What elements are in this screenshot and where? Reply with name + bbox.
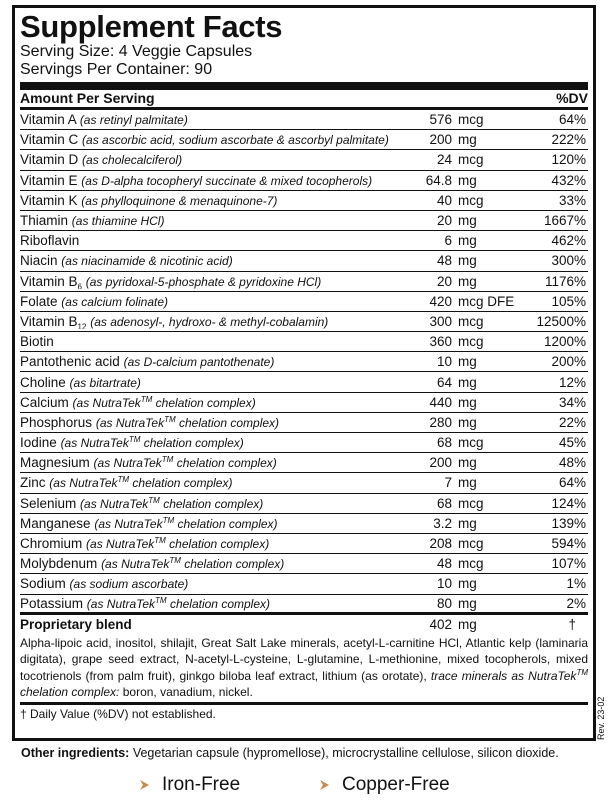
nutrient-dv: 105% xyxy=(551,293,586,309)
nutrient-name: Magnesium (as NutraTek™ chelation complex) xyxy=(20,455,277,471)
footnote: † Daily Value (%DV) not established. xyxy=(20,706,216,721)
nutrient-row xyxy=(20,393,588,413)
nutrient-amount: 440 xyxy=(429,394,452,410)
blend-amount: 402 xyxy=(429,617,452,633)
nutrient-amount: 208 xyxy=(429,536,452,552)
nutrient-amount: 280 xyxy=(429,414,452,430)
nutrient-name: Vitamin $B_{12}$ (as adenosyl-, hydroxo- & methyl-cobalamin) xyxy=(20,313,329,329)
nutrient-dv: 12500% xyxy=(536,313,586,329)
nutrient-amount: 64 xyxy=(436,374,452,390)
nutrient-detail: (as pyridoxal-5-phosphate & pyridoxine HCl) xyxy=(85,274,322,289)
nutrient-row xyxy=(20,231,588,251)
nutrient-row xyxy=(20,332,588,352)
nutrient-detail: (as D-calcium pantothenate) xyxy=(123,355,275,370)
nutrient-row xyxy=(20,272,588,292)
nutrient-amount: 360 xyxy=(429,334,452,350)
nutrient-name: Folate (as calcium folinate) xyxy=(20,293,169,309)
nutrient-unit: mcg xyxy=(458,152,484,168)
nutrient-dv: 200% xyxy=(551,354,586,370)
nutrient-amount: 68 xyxy=(436,495,452,511)
panel-title: Supplement Facts xyxy=(20,9,283,44)
nutrient-row xyxy=(20,191,588,211)
dv-header: %DV xyxy=(556,90,588,106)
nutrient-amount: 20 xyxy=(436,273,452,289)
trace-label: trace minerals as NutraTek xyxy=(430,668,577,683)
nutrient-amount: 7 xyxy=(444,475,452,491)
nutrient-row xyxy=(20,110,588,130)
nutrient-row xyxy=(20,312,588,332)
nutrient-unit: mg xyxy=(458,374,477,390)
nutrient-row xyxy=(20,554,588,574)
nutrient-unit: mcg xyxy=(458,334,484,350)
trace-text: boron, vanadium, nickel. xyxy=(119,685,253,700)
nutrient-dv: 462% xyxy=(551,233,586,249)
nutrient-row xyxy=(20,130,588,150)
nutrient-amount: 48 xyxy=(436,253,452,269)
nutrient-name: Vitamin $B_6$ (as pyridoxal-5-phosphate & pyridoxine HCl) xyxy=(20,273,322,289)
nutrient-row xyxy=(20,372,588,392)
nutrient-amount: 24 xyxy=(436,152,452,168)
nutrient-name: Biotin xyxy=(20,334,54,350)
nutrient-dv: 33% xyxy=(558,192,586,208)
nutrient-dv: 139% xyxy=(551,515,586,531)
nutrient-detail: (as NutraTek™ chelation complex) xyxy=(72,394,256,410)
nutrient-dv: 1200% xyxy=(543,334,586,350)
nutrient-name: Vitamin K (as phylloquinone & menaquinone-7) xyxy=(20,192,278,208)
nutrient-unit: mg xyxy=(458,132,477,148)
nutrient-amount: 200 xyxy=(429,132,452,148)
blend-name: Proprietary blend xyxy=(20,617,132,633)
nutrient-unit: mg xyxy=(458,475,477,491)
nutrient-name: Chromium (as NutraTek™ chelation complex) xyxy=(20,536,270,552)
nutrient-dv: 124% xyxy=(551,495,586,511)
nutrient-row xyxy=(20,352,588,372)
nutrient-dv: 1667% xyxy=(543,213,586,229)
nutrient-amount: 80 xyxy=(436,595,452,611)
blend-ingredients xyxy=(20,635,588,705)
nutrient-name: Zinc (as NutraTek™ chelation complex) xyxy=(20,475,233,491)
nutrient-detail: (as calcium folinate) xyxy=(61,294,169,309)
nutrient-row xyxy=(20,433,588,453)
nutrient-unit: mg xyxy=(458,576,477,592)
nutrient-row xyxy=(20,292,588,312)
other-text: Vegetarian capsule (hypromellose), microcrystalline cellulose, silicon dioxide. xyxy=(129,746,559,760)
blend-text: Alpha-lipoic acid, inositol, shilajit, Great Salt Lake minerals, acetyl-L-carnitine HCl, Atlantic kelp (laminaria digitata), grape seed extract, N-acetyl-L-cysteine, L-glutamine, L-methionine, mixed tocopherols, mixed tocotrienols (from palm fruit), ginkgo biloba leaf extract, lithium (as orotate), xyxy=(20,635,588,683)
nutrient-dv: 594% xyxy=(551,536,586,552)
nutrient-unit: mg xyxy=(458,253,477,269)
nutrient-name: Thiamin (as thiamine HCl) xyxy=(20,213,165,229)
nutrient-amount: 576 xyxy=(429,112,452,128)
nutrient-row xyxy=(20,494,588,514)
nutrient-dv: 45% xyxy=(558,435,586,451)
nutrient-dv: 12% xyxy=(558,374,586,390)
nutrient-row xyxy=(20,595,588,615)
nutrient-unit: mg xyxy=(458,233,477,249)
nutrient-unit: mcg xyxy=(458,495,484,511)
nutrient-name: Phosphorus (as NutraTek™ chelation complex) xyxy=(20,414,280,430)
nutrient-name: Manganese (as NutraTek™ chelation complex) xyxy=(20,515,278,531)
amount-per-serving-header: Amount Per Serving xyxy=(20,90,155,106)
nutrient-amount: 10 xyxy=(436,354,452,370)
nutrient-unit: mcg xyxy=(458,192,484,208)
nutrient-unit: mcg xyxy=(458,556,484,572)
nutrient-unit: mg xyxy=(458,394,477,410)
nutrient-detail: (as NutraTek™ chelation complex) xyxy=(49,475,233,491)
nutrient-name: Potassium (as NutraTek™ chelation complex) xyxy=(20,595,270,611)
nutrient-unit: mcg xyxy=(458,112,484,128)
nutrient-amount: 3.2 xyxy=(433,515,452,531)
nutrient-name: Vitamin A (as retinyl palmitate) xyxy=(20,112,188,128)
nutrient-detail: (as bitartrate) xyxy=(69,375,141,390)
nutrient-unit: mcg xyxy=(458,435,484,451)
nutrient-dv: 120% xyxy=(551,152,586,168)
nutrient-unit: mg xyxy=(458,172,477,188)
nutrient-name: Iodine (as NutraTek™ chelation complex) xyxy=(20,435,244,451)
nutrient-amount: 48 xyxy=(436,556,452,572)
nutrient-amount: 68 xyxy=(436,435,452,451)
nutrient-unit: mcg xyxy=(458,536,484,552)
trace-tm: TM xyxy=(576,667,588,677)
table-header xyxy=(20,90,588,110)
nutrient-amount: 20 xyxy=(436,213,452,229)
nutrient-detail: (as NutraTek™ chelation complex) xyxy=(94,515,278,531)
revision-code: Rev. 23-02 xyxy=(596,696,606,740)
nutrient-dv: 22% xyxy=(558,414,586,430)
nutrient-name: Sodium (as sodium ascorbate) xyxy=(20,576,189,592)
nutrient-name: Calcium (as NutraTek™ chelation complex) xyxy=(20,394,256,410)
iron-free-label: Iron-Free xyxy=(162,774,241,795)
nutrient-dv: 107% xyxy=(551,556,586,572)
nutrient-detail: (as sodium ascorbate) xyxy=(69,577,189,592)
nutrient-unit: mg xyxy=(458,273,477,289)
nutrient-detail: (as phylloquinone & menaquinone-7) xyxy=(81,193,278,208)
nutrient-name: Vitamin C (as ascorbic acid, sodium ascorbate & ascorbyl palmitate) xyxy=(20,132,389,148)
nutrient-amount: 6 xyxy=(444,233,452,249)
nutrient-detail: (as NutraTek™ chelation complex) xyxy=(101,556,285,572)
nutrient-dv: 1176% xyxy=(544,273,586,289)
nutrient-unit: mg xyxy=(458,595,477,611)
other-ingredients xyxy=(21,746,586,760)
nutrient-detail: (as NutraTek™ chelation complex) xyxy=(80,495,264,511)
nutrient-dv: 48% xyxy=(558,455,586,471)
nutrient-detail: (as adenosyl-, hydroxo- & methyl-cobalamin) xyxy=(90,314,329,329)
servings-per-container: Servings Per Container: 90 xyxy=(20,61,213,78)
nutrient-detail: (as NutraTek™ chelation complex) xyxy=(95,414,280,430)
nutrient-amount: 200 xyxy=(429,455,452,471)
nutrient-amount: 300 xyxy=(429,313,452,329)
nutrient-unit: mg xyxy=(458,213,477,229)
nutrient-dv: 34% xyxy=(558,394,586,410)
nutrient-name: Vitamin E (as D-alpha tocopheryl succinate & mixed tocopherols) xyxy=(20,172,373,188)
nutrient-table xyxy=(20,110,588,615)
nutrient-unit: mg xyxy=(458,414,477,430)
iron-free-badge xyxy=(138,774,240,796)
nutrient-dv: 64% xyxy=(558,475,586,491)
nutrient-detail: (as NutraTek™ chelation complex) xyxy=(86,536,270,552)
nutrient-row xyxy=(20,251,588,271)
nutrient-dv: 64% xyxy=(558,112,586,128)
nutrient-unit: mg xyxy=(458,455,477,471)
chevron-right-icon xyxy=(318,779,330,791)
thick-divider xyxy=(20,82,588,90)
nutrient-detail: (as NutraTek™ chelation complex) xyxy=(60,435,244,451)
nutrient-detail: (as NutraTek™ chelation complex) xyxy=(86,595,270,611)
supplement-facts-panel xyxy=(12,5,596,741)
nutrient-row xyxy=(20,514,588,534)
blend-unit: mg xyxy=(458,617,477,633)
nutrient-unit: mcg DFE xyxy=(458,293,515,309)
nutrient-row xyxy=(20,150,588,170)
serving-size: Serving Size: 4 Veggie Capsules xyxy=(20,43,253,60)
nutrient-detail: (as NutraTek™ chelation complex) xyxy=(93,455,277,471)
nutrient-name: Riboflavin xyxy=(20,233,80,249)
nutrient-detail: (as cholecalciferol) xyxy=(82,153,183,168)
nutrient-name: Pantothenic acid (as D-calcium pantothenate) xyxy=(20,354,275,370)
other-label: Other ingredients: xyxy=(21,746,130,760)
nutrient-row xyxy=(20,473,588,493)
nutrient-detail: (as thiamine HCl) xyxy=(71,214,165,229)
nutrient-row xyxy=(20,171,588,191)
nutrient-amount: 10 xyxy=(436,576,452,592)
copper-free-label: Copper-Free xyxy=(342,774,450,795)
nutrient-detail: (as D-alpha tocopheryl succinate & mixed tocopherols) xyxy=(81,173,373,188)
nutrient-row xyxy=(20,211,588,231)
nutrient-unit: mg xyxy=(458,515,477,531)
nutrient-unit: mcg xyxy=(458,313,484,329)
nutrient-detail: (as retinyl palmitate) xyxy=(79,113,188,128)
nutrient-row xyxy=(20,453,588,473)
copper-free-badge xyxy=(318,774,450,796)
nutrient-name: Selenium (as NutraTek™ chelation complex) xyxy=(20,495,264,511)
nutrient-dv: 300% xyxy=(551,253,586,269)
nutrient-dv: 432% xyxy=(551,172,586,188)
nutrient-name: Vitamin D (as cholecalciferol) xyxy=(20,152,183,168)
nutrient-name: Choline (as bitartrate) xyxy=(20,374,141,390)
nutrient-detail: (as ascorbic acid, sodium ascorbate & ascorbyl palmitate) xyxy=(82,133,389,148)
blend-dv: † xyxy=(568,617,576,633)
nutrient-amount: 40 xyxy=(436,192,452,208)
nutrient-unit: mg xyxy=(458,354,477,370)
nutrient-row xyxy=(20,574,588,594)
nutrient-amount: 420 xyxy=(429,293,452,309)
nutrient-name: Niacin (as niacinamide & nicotinic acid) xyxy=(20,253,233,269)
trace-label-2: chelation complex: xyxy=(20,685,120,700)
nutrient-detail: (as niacinamide & nicotinic acid) xyxy=(61,254,233,269)
proprietary-blend-row xyxy=(20,615,588,635)
nutrient-row xyxy=(20,413,588,433)
nutrient-name: Molybdenum (as NutraTek™ chelation complex) xyxy=(20,556,285,572)
nutrient-amount: 64.8 xyxy=(425,172,452,188)
nutrient-dv: 1% xyxy=(566,576,586,592)
nutrient-dv: 222% xyxy=(551,132,586,148)
nutrient-dv: 2% xyxy=(566,595,586,611)
chevron-right-icon xyxy=(138,779,150,791)
nutrient-row xyxy=(20,534,588,554)
